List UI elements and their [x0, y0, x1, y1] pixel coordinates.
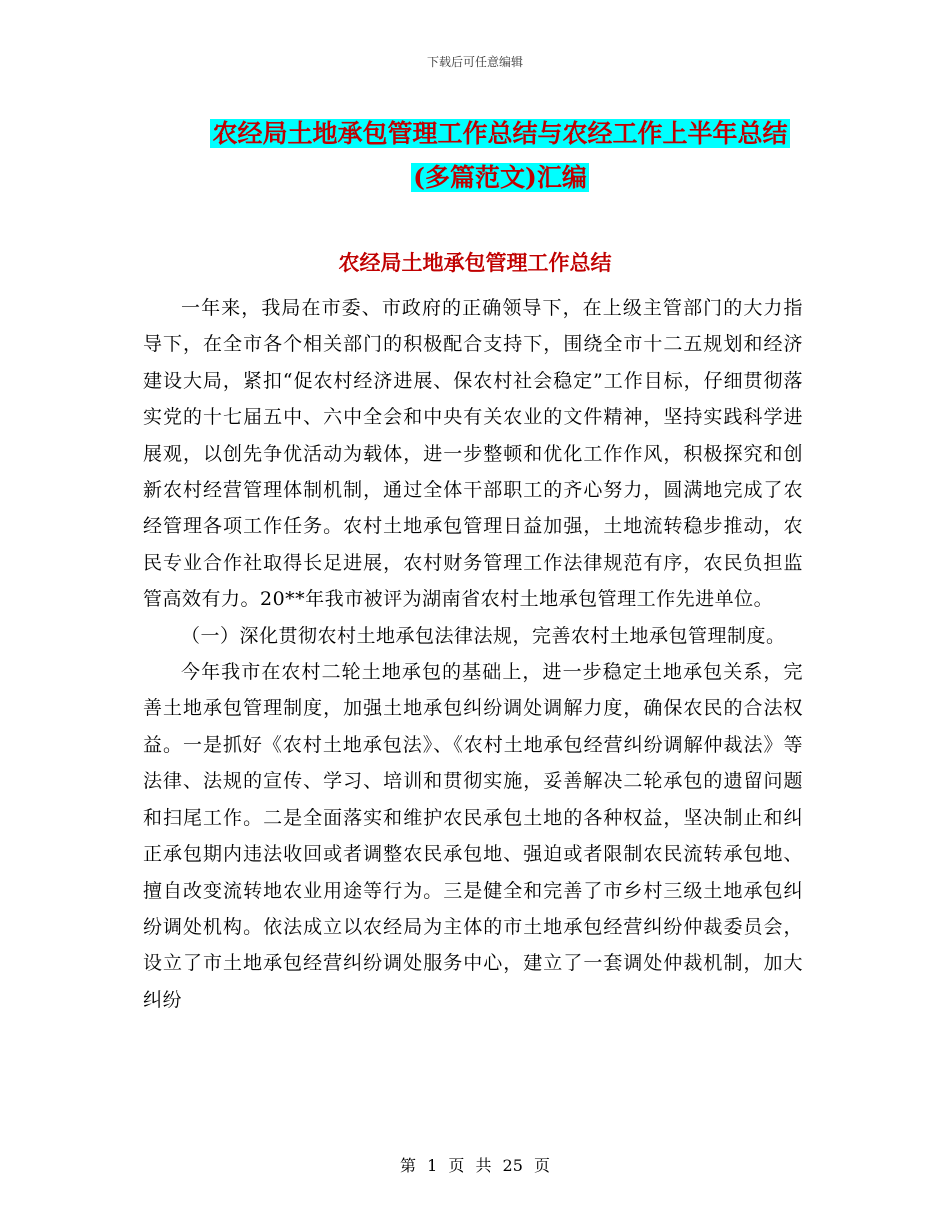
paragraph: 一年来，我局在市委、市政府的正确领导下，在上级主管部门的大力指导下，在全市各个相关部门的积极配合支持下，围绕全市十二五规划和经济建设大局，紧扣“促农村经济进展、保农村社会稳定”工作目标，仔细贯彻落实党的十七届五中、六中全会和中央有关农业的文件精神，坚持实践科学进展观，以创先争优活动为载体，进一步整顿和优化工作作风，积极探究和创新农村经营管理体制机制，通过全体干部职工的齐心努力，圆满地完成了农经管理各项工作任务。农村土地承包管理日益加强，土地流转稳步推动，农民专业合作社取得长足进展，农村财务管理工作法律规范有序，农民负担监管高效有力。20**年我市被评为湖南省农村土地承包管理工作先进单位。 [143, 297, 803, 611]
page-number: 第 1 页 共 25 页 [400, 1156, 550, 1175]
title-line-2: (多篇范文)汇编 [413, 163, 587, 192]
section-title: 农经局土地承包管理工作总结 [338, 250, 612, 275]
document-title [140, 112, 860, 200]
paragraph: （一）深化贯彻农村土地承包法律法规，完善农村土地承包管理制度。 [181, 624, 786, 647]
header-note: 下载后可任意编辑 [426, 55, 523, 69]
title-line-1: 农经局土地承包管理工作总结与农经工作上半年总结 [212, 119, 788, 148]
document-body [143, 290, 803, 1018]
paragraph: 今年我市在农村二轮土地承包的基础上，进一步稳定土地承包关系，完善土地承包管理制度，加强土地承包纠纷调处调解力度，确保农民的合法权益。一是抓好《农村土地承包法》、《农村土地承包经营纠纷调解仲裁法》等法律、法规的宣传、学习、培训和贯彻实施，妥善解决二轮承包的遗留问题和扫尾工作。二是全面落实和维护农民承包土地的各种权益，坚决制止和纠正承包期内违法收回或者调整农民承包地、强迫或者限制农民流转承包地、擅自改变流转地农业用途等行为。三是健全和完善了市乡村三级土地承包纠纷调处机构。依法成立以农经局为主体的市土地承包经营纠纷仲裁委员会，设立了市土地承包经营纠纷调处服务中心，建立了一套调处仲裁机制，加大纠纷 [143, 661, 803, 1011]
